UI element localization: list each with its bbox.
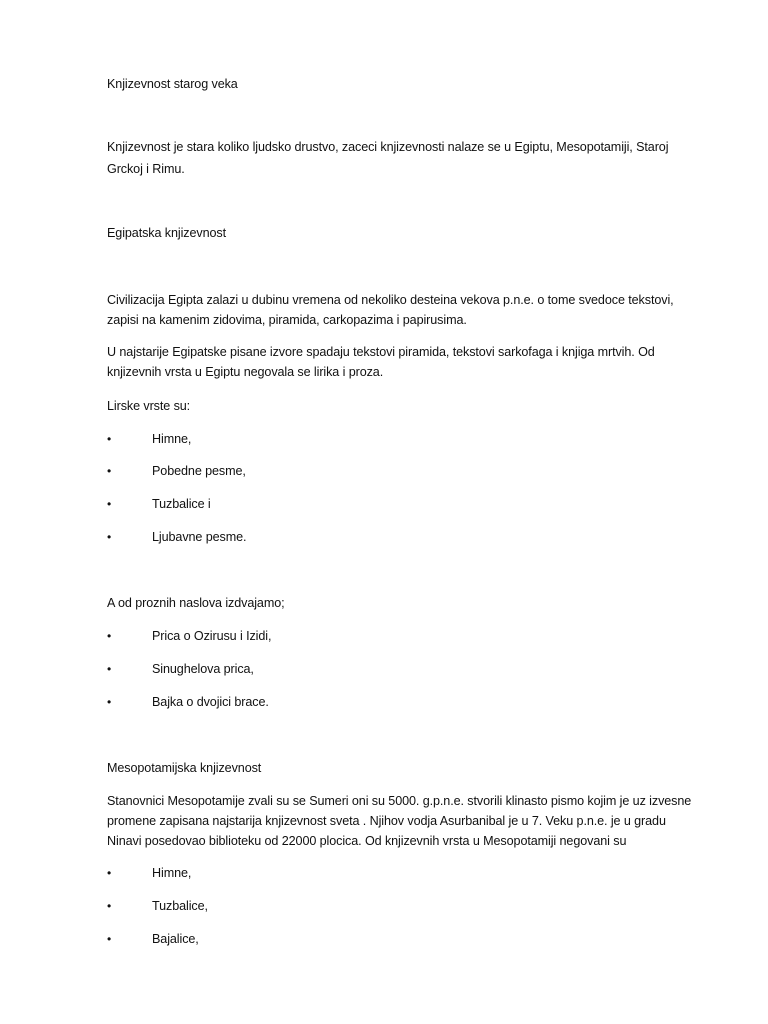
prose-titles-intro: A od proznih naslova izdvajamo; xyxy=(107,596,285,610)
egypt-paragraph-2-line-2: knjizevnih vrsta u Egiptu negovala se lirika i proza. xyxy=(107,365,384,379)
mesopotamia-paragraph-line-3: Ninavi posedovao biblioteku od 22000 plocica. Od knjizevnih vrsta u Mesopotamiji negovani su xyxy=(107,834,627,848)
egypt-paragraph-2-line-1: U najstarije Egipatske pisane izvore spadaju tekstovi piramida, tekstovi sarkofaga i knjiga mrtvih. Od xyxy=(107,345,655,359)
egypt-paragraph-1-line-2: zapisi na kamenim zidovima, piramida, carkopazima i papirusima. xyxy=(107,313,467,327)
list-item-text: Himne, xyxy=(152,866,192,880)
list-item-text: Bajka o dvojici brace. xyxy=(152,695,269,709)
list-item-text: Ljubavne pesme. xyxy=(152,530,247,544)
mesopotamia-paragraph-line-2: promene zapisana najstarija knjizevnost sveta . Njihov vodja Asurbanibal je u 7. Veku p.n.e. je u gradu xyxy=(107,814,666,828)
list-item-text: Himne, xyxy=(152,432,192,446)
list-item-text: Sinughelova prica, xyxy=(152,662,254,676)
list-item-text: Prica o Ozirusu i Izidi, xyxy=(152,629,272,643)
bullet-icon: • xyxy=(107,866,112,880)
egypt-paragraph-1-line-1: Civilizacija Egipta zalazi u dubinu vremena od nekoliko desteina vekova p.n.e. o tome svedoce tekstovi, xyxy=(107,293,674,307)
bullet-icon: • xyxy=(107,464,112,478)
bullet-icon: • xyxy=(107,662,112,676)
bullet-icon: • xyxy=(107,497,112,511)
bullet-icon: • xyxy=(107,530,112,544)
lyric-types-intro: Lirske vrste su: xyxy=(107,399,191,413)
intro-paragraph-line-2: Grckoj i Rimu. xyxy=(107,162,185,176)
bullet-icon: • xyxy=(107,932,112,946)
list-item-text: Tuzbalice i xyxy=(152,497,211,511)
list-item-text: Tuzbalice, xyxy=(152,899,208,913)
mesopotamia-paragraph-line-1: Stanovnici Mesopotamije zvali su se Sumeri oni su 5000. g.p.n.e. stvorili klinasto pismo kojim je uz izvesne xyxy=(107,794,692,808)
bullet-icon: • xyxy=(107,629,112,643)
list-item-text: Bajalice, xyxy=(152,932,199,946)
list-item-text: Pobedne pesme, xyxy=(152,464,246,478)
egypt-heading: Egipatska knjizevnost xyxy=(107,226,227,240)
mesopotamia-heading: Mesopotamijska knjizevnost xyxy=(107,761,262,775)
bullet-icon: • xyxy=(107,899,112,913)
bullet-icon: • xyxy=(107,432,112,446)
bullet-icon: • xyxy=(107,695,112,709)
intro-paragraph-line-1: Knjizevnost je stara koliko ljudsko drustvo, zaceci knjizevnosti nalaze se u Egiptu, Mesopotamiji, Staroj xyxy=(107,140,669,154)
document-title: Knjizevnost starog veka xyxy=(107,77,238,91)
